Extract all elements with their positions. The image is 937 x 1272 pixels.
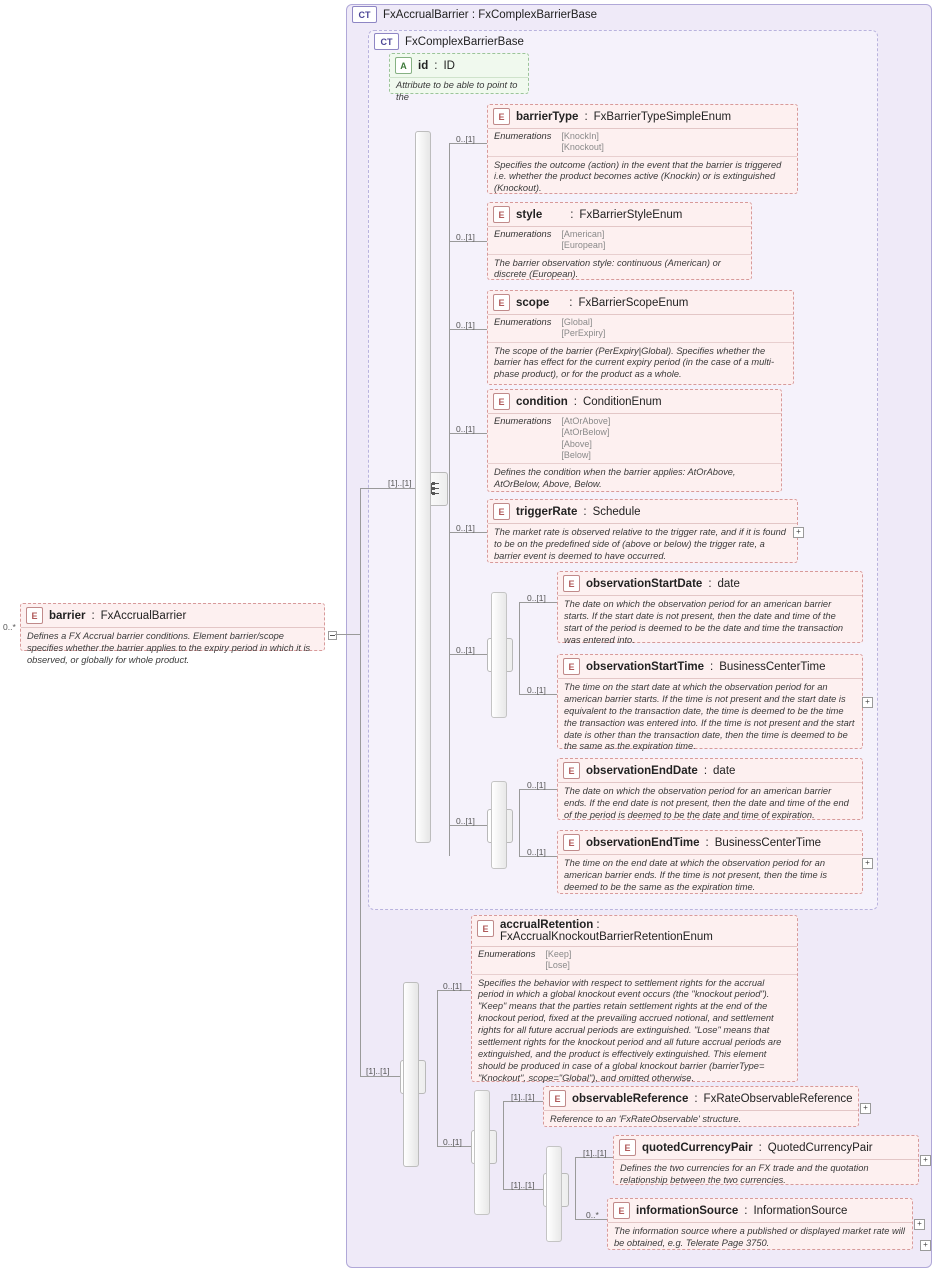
element-quotedCurrencyPair-desc: Defines the two currencies for an FX trade and the quotation relationship between the two currencies. [620,1163,869,1185]
cardinality-triggerRate: 0..[1] [456,523,475,533]
colon-scope: : [569,296,573,309]
colon: : [91,609,95,622]
enum-value: [European] [561,240,606,251]
element-badge-icon-quotedCurrencyPair: E [619,1139,636,1156]
element-observationStartTime-name: observationStartTime [586,660,705,673]
element-observationEndTime-header [558,831,862,855]
element-observationStartDate-desc: The date on which the observation period for an american barrier starts. If the start date is not present, then the date and time of the start of the period is deemed to be the date and time the transaction was entered into. [564,599,844,645]
element-scope-name: scope [516,296,550,309]
element-barrierType[interactable] [487,104,798,194]
element-style-header [488,203,751,227]
ct-badge-icon: CT [352,6,377,23]
element-observationEndDate-type: date [713,764,736,777]
colon-informationSource: : [744,1204,748,1217]
colon-observationStartDate: : [708,577,712,590]
element-observableReference[interactable] [543,1086,859,1127]
cardinality-observation-seq: 0..[1] [456,645,475,655]
cardinality-observableReference: [1]..[1] [511,1092,535,1102]
element-badge-icon-condition: E [493,393,510,410]
cardinality-accrualRetention: 0..[1] [443,981,462,991]
element-accrualRetention-type: FxAccrualKnockoutBarrierRetentionEnum [500,931,713,943]
source-rail [474,1090,490,1215]
element-barrierType-desc: Specifies the outcome (action) in the event that the barrier is triggered i.e. whether the product becomes active (Knockin) or is extinguished (Knockout). [494,159,782,194]
element-style[interactable] [487,202,752,280]
expand-observationEndTime[interactable] [862,858,873,869]
attribute-id-desc: Attribute to be able to point to the [396,80,518,102]
element-observationStartDate-name: observationStartDate [586,577,703,590]
element-triggerRate-body [488,524,797,567]
colon-observationEndTime: : [705,836,709,849]
element-barrier-name: barrier [49,609,86,622]
expand-triggerRate[interactable] [793,527,804,538]
enum-value: [AtOrAbove] [561,416,611,426]
element-observationEndDate-header [558,759,862,783]
element-observationEndTime-type: BusinessCenterTime [714,836,822,849]
cardinality-style: 0..[1] [456,232,475,242]
element-badge-icon-observationEndTime: E [563,834,580,851]
element-condition-header [488,390,781,414]
outer-children-rail [403,982,419,1167]
element-quotedCurrencyPair[interactable] [613,1135,919,1185]
attribute-id-type: ID [443,59,455,72]
conn-trunk-vertical [360,488,361,1077]
element-informationSource[interactable] [607,1198,913,1250]
element-observationEndDate-body [558,783,862,826]
element-badge-icon-barrierType: E [493,108,510,125]
element-badge-icon-accrualRetention: E [477,920,494,937]
conn-trunk-bottom [360,1076,400,1077]
element-barrier-body [21,628,324,671]
enumerations-label: Enumerations [494,416,552,426]
enumerations-label: Enumerations [478,949,536,959]
cardinality-outer-sequence: [1]..[1] [366,1066,390,1076]
cardinality-observationEnd-seq: 0..[1] [456,816,475,826]
element-informationSource-name: informationSource [636,1204,739,1217]
cardinality-scope: 0..[1] [456,320,475,330]
expand-informationSource-secondary[interactable] [920,1240,931,1251]
element-informationSource-header [608,1199,912,1223]
colon-triggerRate: : [583,505,587,518]
attribute-badge-icon: A [395,57,412,74]
element-style-type: FxBarrierStyleEnum [579,208,683,221]
enum-value: [Below] [561,449,591,460]
element-badge-icon-style: E [493,206,510,223]
element-observationStartTime-body [558,679,862,757]
element-badge-icon-observationStartDate: E [563,575,580,592]
element-observableReference-type: FxRateObservableReference [703,1092,853,1105]
element-observationEndDate-desc: The date on which the observation period for an american barrier ends. If the end date is not present, then the date and time of the end of the period is deemed to be the date and time of expiration. [564,786,849,820]
element-condition-type: ConditionEnum [582,395,662,408]
colon-observableReference: : [694,1092,698,1105]
barrier-expand-stub[interactable] [328,631,337,640]
enum-value: [Knockout] [561,142,604,153]
element-triggerRate-name: triggerRate [516,505,578,518]
element-informationSource-body [608,1223,912,1254]
cardinality-observationStartDate: 0..[1] [527,593,546,603]
element-observationEndTime[interactable] [557,830,863,894]
element-observationEndDate[interactable] [557,758,863,820]
cardinality-source-seq: 0..[1] [443,1137,462,1147]
colon-barrierType: : [584,110,588,123]
complex-type-header [352,6,597,23]
element-barrierType-enumerations [488,129,797,157]
element-observationStartDate-type: date [717,577,740,590]
element-triggerRate-type: Schedule [592,505,641,518]
colon-observationEndDate: : [703,764,708,777]
element-scope-enumerations [488,315,793,343]
attribute-id-header [390,54,528,78]
conn-outer-vertical [437,990,438,1146]
element-quotedCurrencyPair-header [614,1136,918,1160]
element-triggerRate-desc: The market rate is observed relative to the trigger rate, and if it is found to be on the predefined side of (above or below) the trigger rate, a barrier event is deemed to have occurred. [494,527,786,561]
element-observationStartTime[interactable] [557,654,863,752]
colon-style: : [570,208,574,221]
element-barrierType-body [488,157,797,200]
conn-pair-vertical [575,1157,576,1219]
element-condition-body [488,464,781,495]
cardinality-condition: 0..[1] [456,424,475,434]
children-rail [415,131,431,843]
element-badge-icon-observableReference: E [549,1090,566,1107]
element-scope-header [488,291,793,315]
enum-value: [Above] [561,438,592,449]
attribute-id-name: id [418,59,429,72]
element-scope-type: FxBarrierScopeEnum [578,296,689,309]
element-accrualRetention-header [472,916,797,947]
element-style-desc: The barrier observation style: continuous (American) or discrete (European). [494,257,721,280]
enumerations-values [561,229,605,252]
element-condition[interactable] [487,389,782,492]
element-style-enumerations [488,227,751,255]
enum-value: [Keep] [545,949,572,959]
element-quotedCurrencyPair-name: quotedCurrencyPair [642,1141,753,1154]
element-condition-desc: Defines the condition when the barrier applies: AtOrAbove, AtOrBelow, Above, Below. [494,467,736,489]
colon-quotedCurrencyPair: : [758,1141,762,1154]
element-badge-icon-scope: E [493,294,510,311]
attribute-id[interactable] [389,53,529,102]
enumerations-label: Enumerations [494,131,552,141]
cardinality-pair-seq: [1]..[1] [511,1180,535,1190]
element-observableReference-header [544,1087,858,1111]
element-informationSource-desc: The information source where a published or displayed market rate will be obtained, e.g. Telerate Page 3750. [614,1226,905,1248]
base-type-header [374,33,524,50]
observation-end-rail [491,781,507,869]
enumerations-label: Enumerations [494,229,552,239]
element-triggerRate-header [488,500,797,524]
enumerations-values [561,131,604,154]
element-accrualRetention-name: accrualRetention [500,919,594,931]
enum-value: [PerExpiry] [561,328,606,339]
cardinality-quotedCurrencyPair: [1]..[1] [583,1148,607,1158]
element-barrierType-name: barrierType [516,110,579,123]
element-observationStartTime-type: BusinessCenterTime [719,660,826,673]
element-observationStartDate-body [558,596,862,651]
enumerations-label: Enumerations [494,317,552,327]
element-scope-desc: The scope of the barrier (PerExpiry|Global). Specifies whether the barrier has effect for the current expiry period (in the case of a multi-phase product), or for the product as a whole. [494,345,775,380]
colon-observationStartTime: : [710,660,714,673]
enumerations-values [561,317,605,340]
element-quotedCurrencyPair-type: QuotedCurrencyPair [767,1141,873,1154]
enumerations-values [545,949,571,972]
element-observableReference-name: observableReference [572,1092,689,1105]
element-badge-icon: E [26,607,43,624]
element-accrualRetention-desc: Specifies the behavior with respect to settlement rights for the accrual period in which a global knockout event occurs (the "knockout period"). "Keep" means that the parties retain settlement rights at the end of the knockout period, fixed at the prevailing accrued notional, and settlement rights for all future accrual periods are extinguished. "Lose" means that settlement rights for the knockout period and all future accrual periods are extinguished, and the product is effectively extinguished. This element should be produced in case of a global knockout barrier (barrierType= "Knockout", scope="Global"), and omitted otherwise. [478,977,782,1083]
cardinality-observationStartTime: 0..[1] [527,685,546,695]
element-accrualRetention-body [472,975,797,1089]
element-accrualRetention-enumerations [472,947,797,975]
element-barrierType-header [488,105,797,129]
ct-badge-icon-base: CT [374,33,399,50]
element-observableReference-body [544,1111,858,1130]
cardinality-observationEndDate: 0..[1] [527,780,546,790]
element-triggerRate[interactable] [487,499,798,563]
cardinality-observationEndTime: 0..[1] [527,847,546,857]
element-condition-enumerations [488,414,781,464]
element-badge-icon-informationSource: E [613,1202,630,1219]
element-barrier-header [21,604,324,628]
element-observationStartTime-desc: The time on the start date at which the observation period for an american barrier starts. If the time is not present and the start date is equivalent to the transaction date, the time is deemed to be the time the transaction was entered into. If the time is not present and the start date is other than the transaction date, then the time is deemed to be the same as the expiration time. [564,682,855,752]
observation-rail [491,592,507,718]
element-observationEndDate-name: observationEndDate [586,764,698,777]
conn-source-vertical [503,1101,504,1189]
cardinality-main-sequence: [1]..[1] [388,478,412,488]
expand-informationSource[interactable] [914,1219,925,1230]
enum-value: [KnockIn] [561,131,599,141]
expand-observableReference[interactable] [860,1103,871,1114]
colon-accrualRetention: : [596,919,600,931]
base-type-title: FxComplexBarrierBase [405,35,524,48]
element-badge-icon-observationEndDate: E [563,762,580,779]
element-informationSource-type: InformationSource [753,1204,848,1217]
element-scope-body [488,343,793,386]
element-condition-name: condition [516,395,568,408]
element-observationStartTime-header [558,655,862,679]
cardinality-barrierType: 0..[1] [456,134,475,144]
cardinality-informationSource: 0..* [586,1210,599,1220]
element-observationStartDate-header [558,572,862,596]
enum-value: [American] [561,229,605,239]
colon-id: : [434,59,438,72]
expand-quotedCurrencyPair[interactable] [920,1155,931,1166]
colon-condition: : [573,395,577,408]
element-observationStartDate[interactable] [557,571,863,643]
element-style-body [488,255,751,286]
element-style-name: style [516,208,543,221]
complex-type-title: FxAccrualBarrier : FxComplexBarrierBase [383,8,598,21]
element-barrier-desc: Defines a FX Accrual barrier conditions. Element barrier/scope specifies whether the barrier applies to the expiry period in which it is observed, or globally for whole product. [27,631,311,665]
element-accrualRetention[interactable] [471,915,798,1082]
element-badge-icon-observationStartTime: E [563,658,580,675]
element-observableReference-desc: Reference to an 'FxRateObservable' structure. [550,1114,742,1124]
conn-observation-end-vertical [519,789,520,856]
expand-observationStartTime[interactable] [862,697,873,708]
element-observationEndTime-name: observationEndTime [586,836,700,849]
enumerations-values [561,416,610,461]
pair-rail [546,1146,562,1242]
element-observationEndTime-desc: The time on the end date at which the observation period for an american barrier ends. If the time is not present, then the time is deemed to be the same as the expiration time. [564,858,828,892]
conn-trunk-top [360,488,422,489]
element-observationEndTime-body [558,855,862,898]
conn-observation-vertical [519,602,520,694]
element-scope[interactable] [487,290,794,385]
cardinality-barrier: 0..* [3,622,16,632]
enum-value: [AtOrBelow] [561,427,610,438]
conn-children-vertical [449,143,450,856]
element-barrier-type: FxAccrualBarrier [100,609,187,622]
element-badge-icon-triggerRate: E [493,503,510,520]
element-quotedCurrencyPair-body [614,1160,918,1191]
element-barrier[interactable] [20,603,325,665]
enum-value: [Global] [561,317,593,327]
conn-barrier-out [335,634,360,635]
enum-value: [Lose] [545,960,570,971]
element-barrierType-type: FxBarrierTypeSimpleEnum [593,110,732,123]
